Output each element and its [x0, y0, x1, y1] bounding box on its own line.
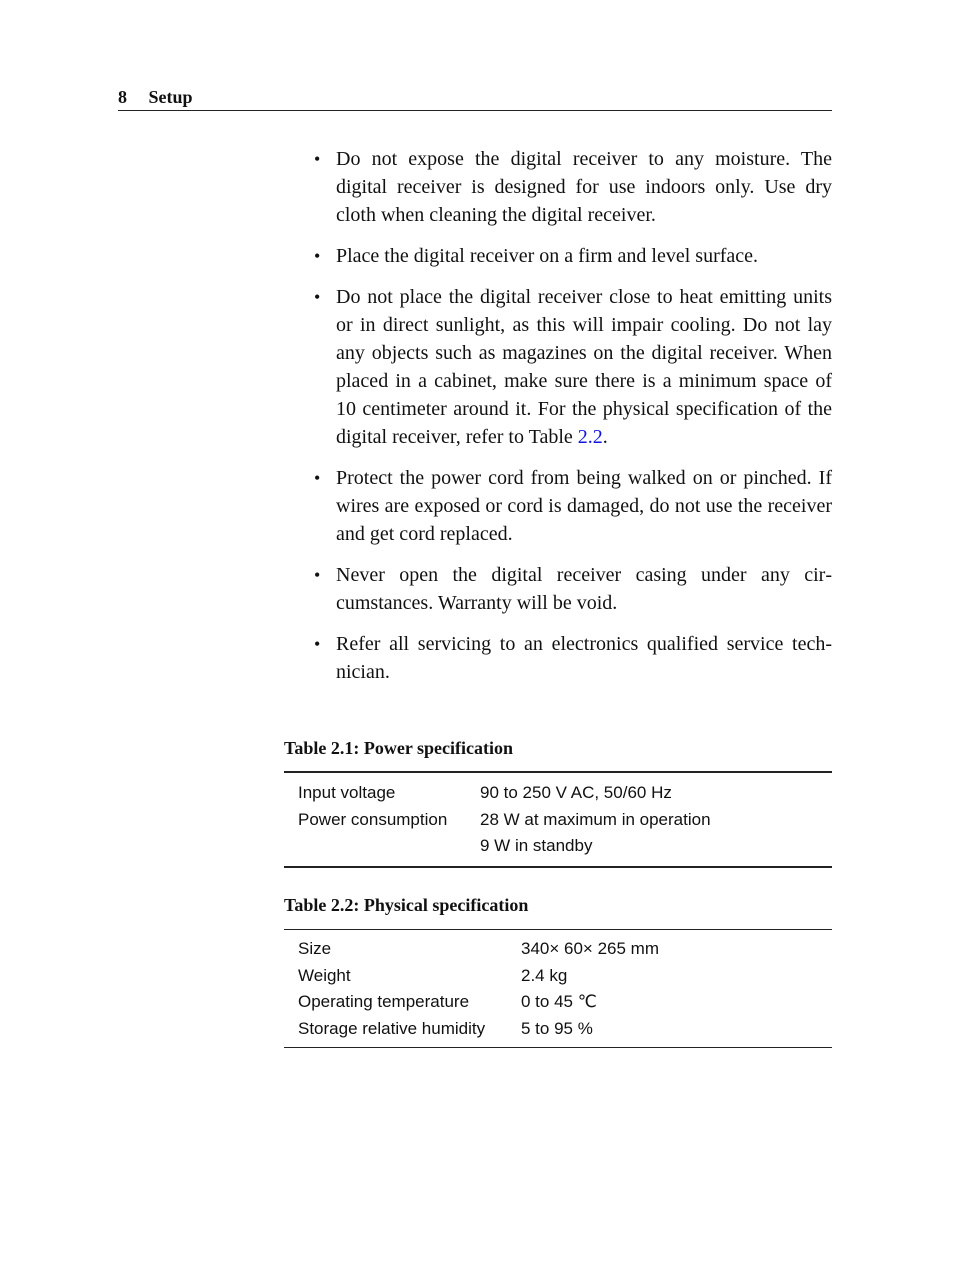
bullet-icon: • [314, 149, 321, 169]
list-item-text: Protect the power cord from being walked on or pinched. If wires are exposed or cord is damaged, do not use the receiver and get cord replaced. [336, 467, 832, 545]
safety-instructions-list [314, 145, 832, 699]
list-item-text: Do not place the digital receiver close to heat emitting units or in direct sunlight, as this will impair cooling. Do not lay any objects such as magazines on the digital receiver. When placed in a cabinet, make sure there is a minimum space of 10 centimeter around it. For the physical specification of the digital receiver, refer to Table [336, 286, 832, 448]
page-number: 8 [118, 87, 127, 107]
power-table-caption: Table 2.1: Power specification [284, 738, 513, 758]
table-cell-label: Operating temperature [298, 992, 470, 1011]
table-cell-value: 90 to 250 V AC, 50/60 Hz [480, 783, 672, 802]
table-cell-value: 9 W in standby [480, 836, 593, 855]
table-cell-label: Weight [298, 965, 351, 985]
table-cell-value: 340× 60× 265 mm [521, 939, 659, 958]
bullet-icon: • [314, 246, 321, 266]
table-row [284, 1016, 832, 1048]
bullet-icon: • [314, 565, 321, 585]
table-row [284, 930, 832, 963]
table-cell-value: 5 to 95 % [521, 1018, 593, 1038]
list-item-text: Never open the digital receiver casing under any circumstances. Warranty will be void. [336, 564, 832, 614]
table-row [284, 963, 832, 990]
bullet-icon: • [314, 634, 321, 654]
list-item [314, 561, 832, 617]
list-item-text: Refer all servicing to an electronics qualified service technician. [336, 633, 832, 683]
section-title: Setup [148, 87, 193, 107]
table-row [284, 772, 832, 807]
list-item [314, 242, 832, 270]
power-specification-table [284, 771, 832, 868]
table-row [284, 833, 832, 867]
table-cell-value: 28 W at maximum in operation [480, 809, 711, 829]
table-cell-label: Size [298, 939, 332, 958]
table-row [284, 989, 832, 1016]
table-cell-value: 2.4 kg [521, 965, 568, 985]
list-item-suffix: . [602, 426, 608, 448]
table-cell-label [284, 833, 480, 867]
table-cell-value: 0 to 45 ℃ [521, 992, 597, 1011]
list-item [314, 464, 832, 548]
list-item [314, 630, 832, 686]
list-item-text: Do not expose the digital receiver to any moisture. The digital receiver is designed for use indoors only. Use dry cloth when cleaning the digital receiver. [336, 148, 832, 226]
table-row [284, 807, 832, 834]
table-cell-label: Power consumption [298, 809, 448, 829]
table-reference-link[interactable]: 2.2 [577, 426, 603, 448]
physical-table-caption: Table 2.2: Physical specification [284, 895, 529, 915]
list-item [314, 145, 832, 229]
list-item-text: Place the digital receiver on a firm and level surface. [336, 245, 759, 267]
bullet-icon: • [314, 287, 321, 307]
table-cell-label: Input voltage [298, 783, 396, 802]
table-cell-label: Storage relative humidity [298, 1018, 486, 1038]
list-item [314, 283, 832, 451]
physical-specification-table [284, 929, 832, 1048]
page-header [118, 86, 832, 111]
bullet-icon: • [314, 468, 321, 488]
